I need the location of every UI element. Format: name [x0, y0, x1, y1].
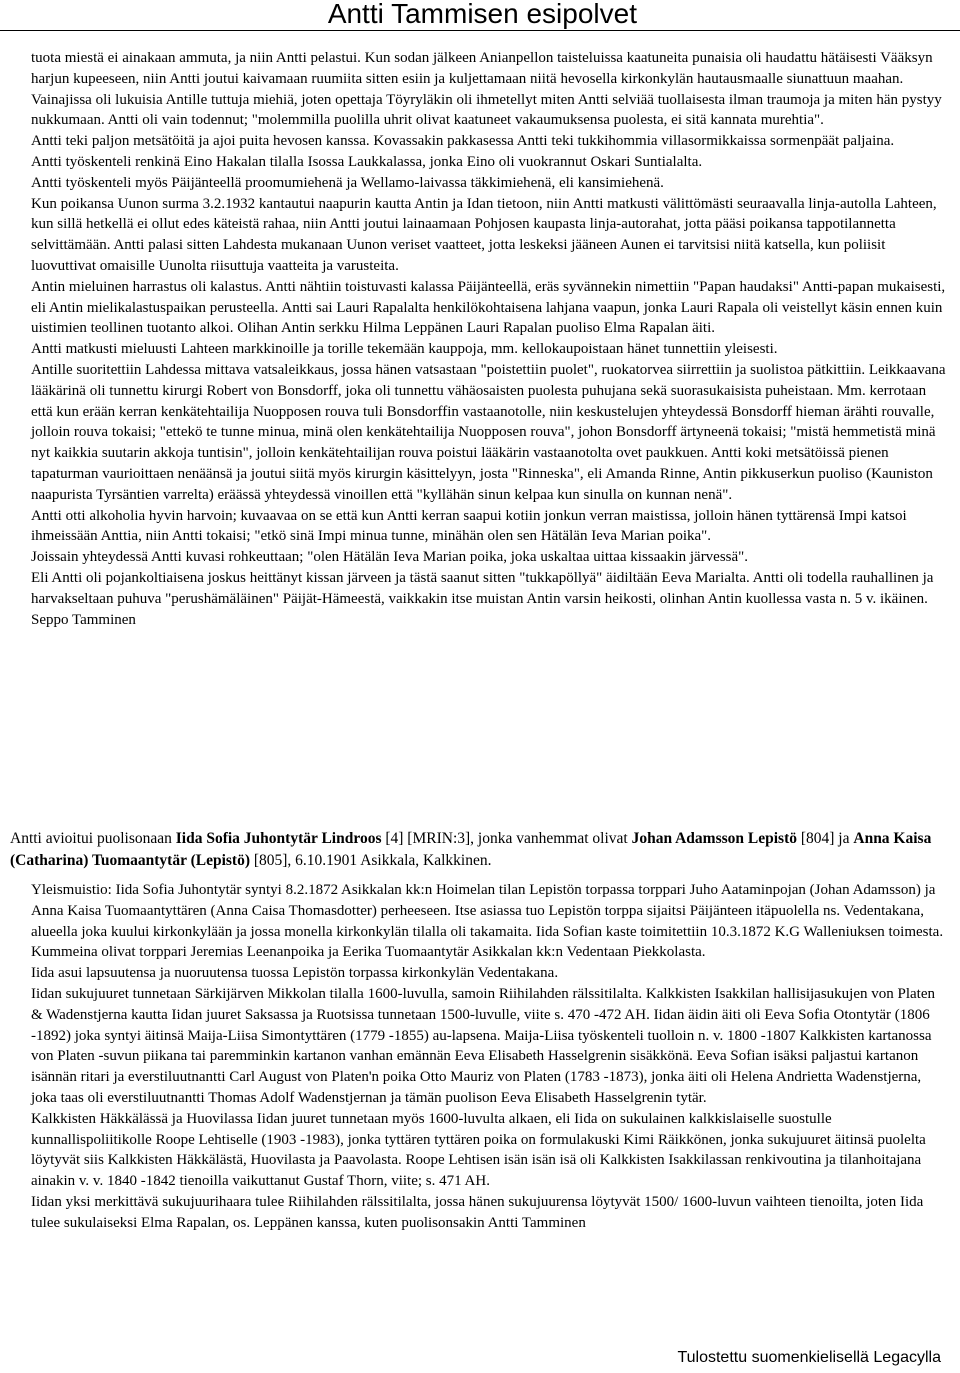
- page-title: Antti Tammisen esipolvet: [327, 0, 637, 29]
- story-paragraph: Antti työskenteli renkinä Eino Hakalan tilalla Isossa Laukkalassa, jonka Eino oli vuokrannut Oskari Suntialalta.: [31, 153, 703, 170]
- story-paragraph: Antti teki paljon metsätöitä ja ajoi puita hevosen kanssa. Kovassakin pakkasessa Antti teki tukkihommia villasormikkaissa sormenpäät paljaina.: [31, 133, 895, 150]
- story-paragraph: Antti otti alkoholia hyvin harvoin; kuvaavaa on se että kun Antti kerran saapui kotiin jonkun verran maistissa, jolloin hänen tyttärensä Impi katsoi ihmeissään Anttia, niin Antti tokaisi; "etkö sinä Impi minua tunne, minähän olen sen Hätälän Ieva Marian poika".: [31, 507, 907, 545]
- story-paragraph: tuota miestä ei ainakaan ammuta, ja niin Antti pelastui. Kun sodan jälkeen Anianpellon taisteluissa kaatuneita punaisia oli haudattu hätäisesti Vääksyn harjun kupeeseen, niin Antti joutui kaivamaan ruumiita sitten esiin ja kuljettamaan niitä hevosella kirkonkylän hautausmaalle siunattuun maahan. Vainajissa oli lukuisia Antille tuttuja miehiä, joten opettaja Töyryläkin oli ihmetellyt miten Antti selviää tuollaisesta ilman traumoja ja miten hän pystyy nukkumaan. Antti oli vain todennut; "molemmilla puolilla uhrit olivat kaatuneet vakaumuksensa puolesta, ei sitä kannata murehtia".: [31, 50, 942, 129]
- general-notes: [31, 880, 949, 1234]
- spouse-name: Iida Sofia Juhontytär Lindroos: [175, 830, 382, 847]
- marriage-intro: Antti avioitui puolisonaan: [10, 830, 176, 847]
- header-divider: [0, 30, 960, 31]
- story-paragraph: Eli Antti oli pojankoltiaisena joskus heittänyt kissan järveen ja tästä saanut sitten "tukkapöllyä" äidiltään Eeva Marialta. Antti oli todella rauhallinen ja harvakseltaan puhuva "perushämäläinen" Päijät-Hämeestä, vaikkakin itse muistan Antin varsin heikosti, olinhan Antin kuollessa vasta n. 5 v. ikäinen.: [31, 569, 934, 607]
- page-footer: Tulostettu suomenkielisellä Legacylla: [677, 1349, 941, 1366]
- spouse-references: [4] [MRIN:3], jonka vanhemmat olivat: [381, 830, 632, 847]
- story-paragraph: Antti työskenteli myös Päijänteellä proomumiehenä ja Wellamo-laivassa täkkimiehenä, eli kansimiehenä.: [31, 174, 664, 191]
- father-reference: [804] ja: [796, 830, 854, 847]
- story-paragraph: Antille suoritettiin Lahdessa mittava vatsaleikkaus, jossa hänen vatsastaan "poistettiin puolet", ruokatorvea siirrettiin ja suolistoa pätkittiin. Leikkaavana lääkärinä oli tunnettu kirurgi Robert von Bonsdorff, joka oli tunnettu vähäosaisten puolesta puhujana sekä suorasukaisista puheistaan. Mm. kerrotaan että kun erään kerran kenkätehtailija Nuopposen rouva tuli Bonsdorffin vastaanotolle, niin keskustelujen yhteydessä Bonsdorff hieman ärähti rouvalle, jolloin rouva tokaisi; "ettekö te tunne minua, minä olen kenkätehtailija Nuopposen rouva", johon Bonsdorff ärtyneenä tokaisi; "mistä hemmetistä minä nyt kaikkia suutarin akkoja tuntisin", jolloin kenkätehtailijan rouva poistui lääkärin vastaanotolta ovet paukkuen. Antti koki metsätöissä pienen tapaturman vaurioittaen nenäänsä ja joutui siitä myös kirurgin käsittelyyn, josta "Rinneska", eli Amanda Rinne, Antin pikkuserkun puoliso (Kauniston naapurista Tyrsäntien varrelta) eräässä yhteydessä vinoillen että "kyllähän sinun kelpaa kun sinulla on kunnan nenä".: [31, 361, 946, 503]
- general-paragraph: Iidan yksi merkittävä sukujuurihaara tulee Riihilahden rälssitilalta, jossa hänen sukujuurensa löytyvät 1500/ 1600-luvun vaihteen tienoilta, joten Iida tulee sukulaiseksi Elma Rapalan, os. Leppänen kanssa, kuten puolisonsakin Antti Tamminen: [31, 1193, 924, 1231]
- story-paragraph: Joissain yhteydessä Antti kuvasi rohkeuttaan; "olen Hätälän Ieva Marian poika, joka uskaltaa uittaa kissaakin järvessä".: [31, 549, 749, 566]
- story-paragraph: Antti matkusti mieluusti Lahteen markkinoille ja torille tekemään kauppoja, mm. kellokaupoistaan hänet tunnettiin yleisesti.: [31, 341, 778, 358]
- page-header: [0, 0, 960, 40]
- mother-name: Anna Kaisa (Catharina) Tuomaantytär (Lepistö): [10, 830, 932, 869]
- story-paragraph: Antin mieluinen harrastus oli kalastus. Antti nähtiin toistuvasti kalassa Päijänteellä, eräs syvännekin nimettiin "Papan haudaksi" Antti-papan mukaisesti, eli Antin mielikalastuspaikan perusteella. Antti sai Lauri Rapalalta henkilökohtaisena lahjana vaapun, jonka Lauri Rapala oli veistellyt käsin ennen kuin uistimien teollinen tuotanto alkoi. Olihan Antin serkku Hilma Leppänen Lauri Rapalan puoliso Elma Rapalan äiti.: [31, 278, 946, 337]
- general-paragraph: Kalkkisten Häkkälässä ja Huovilassa Iidan juuret tunnetaan myös 1600-luvulta alkaen, eli Iida on sukulainen kalkkislaiselle suostulle kunnallispoliitikolle Roope Lehtiselle (1903 -1983), jonka tyttären tyttären poika on formulakuski Kimi Räikkönen, jonka sukujuuret äitinsä puolelta löytyvät siis Kalkkisten Häkkälästä, Huovilasta ja Paavolasta. Roope Lehtisen isän isän isä oli Kalkkisten Isakkilassan renkivoutina ja tilanhoitajana ainakin v. v. 1840 -1842 tienoilla vaikuttanut Gustaf Thorn, viite; s. 471 AH.: [31, 1110, 926, 1190]
- biography-story: [31, 48, 949, 630]
- story-signature: Seppo Tamminen: [31, 611, 136, 628]
- marriage-date-place: [805], 6.10.1901 Asikkala, Kalkkinen.: [249, 851, 492, 869]
- story-paragraph: Kun poikansa Uunon surma 3.2.1932 kantautui naapurin kautta Antin ja Idan tietoon, niin Antti matkusti välittömästi seuraavalla linja-autolla Lahteen, kun sillä hetkellä ei ollut edes käteistä rahaa, niin Antti joutui lainaamaan Pohjosen kaupasta linja-autorahat, jotta pääsi poikansa tappotilannetta selvittämään. Antti palasi sitten Lahdesta mukanaan Uunon veriset vaatteet, jotta leskeksi jääneen Aunen ei tarvitsisi niitä katsella, kun poliisit luovuttivat omaisille Uunolta riisuttuja vaatteita ja varusteita.: [31, 195, 937, 274]
- general-paragraph: Iida asui lapsuutensa ja nuoruutensa tuossa Lepistön torpassa kirkonkylän Vedentakana.: [31, 965, 559, 982]
- general-paragraph: Iidan sukujuuret tunnetaan Särkijärven Mikkolan tilalla 1600-luvulla, samoin Riihilahden rälssitilalta. Kalkkisten Isakkilan hallisijasukujen von Platen & Wadenstjerna kautta Iidan juuret Saksassa ja Ruotsissa tunnetaan 1500-luvulle, viite s. 470 -472 AH. Iidan äidin äiti oli Eeva Sofia Otontytär (1806 -1892) joka syntyi äitinsä Maija-Liisa Simontyttären (1779 -1855) au-lapsena. Maija-Liisa työskenteli tuolloin n. v. 1800 -1807 Kalkkisten kartanossa von Platen -suvun piikana tai paremminkin kartanon vanhan emännän Eeva Elisabeth Hasselgrenin sisäkkönä. Eeva Sofian isäksi paljastui kartanon isännän ritari ja everstiluutnantti Carl August von Platen'n poika Otto Mauriz von Platen (1783 -1873), jonka äiti oli Helena Andrietta Wadenstjerna, joka taas oli everstiluutnantti Thomas Adolf Wadenstjernan ja tämän puolison Eeva Elisabeth Hasselgrenin tytär.: [31, 985, 935, 1106]
- marriage-record: [10, 828, 960, 871]
- general-paragraph: Yleismuistio: Iida Sofia Juhontytär syntyi 8.2.1872 Asikkalan kk:n Hoimelan tilan Lepistön torpassa torppari Juho Aataminpojan (Johan Adamsson) ja Anna Kaisa Tuomaantyttären (Anna Caisa Thomasdotter) perheeseen. Itse asiassa tuo Lepistön torppa sijaitsi Päijänteen itäpuolella ns. Vedentakana, alueella joka kuului kirkonkylään ja jossa monella kirkonkylän tilalla oli takamaita. Iida Sofian kaste toimitettiin 10.3.1872 K.G Walleniuksen toimesta. Kummeina olivat torppari Jeremias Leenanpoika ja Eerika Tuomaantytär Asikkalan kk:n Vedentaan Piekkolasta.: [31, 882, 944, 961]
- father-name: Johan Adamsson Lepistö: [631, 830, 797, 847]
